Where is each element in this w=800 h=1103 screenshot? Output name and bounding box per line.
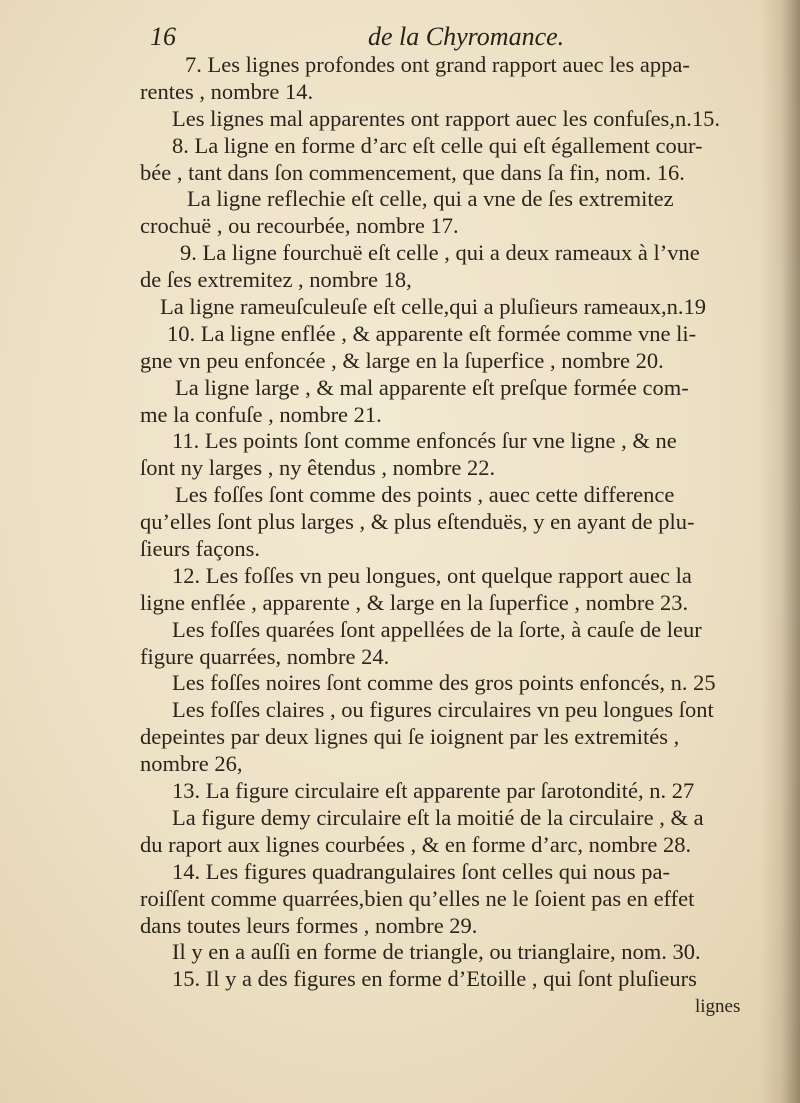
text-line: dans toutes leurs formes , nombre 29. xyxy=(140,912,478,938)
text-line: gne vn peu enfoncée , & large en la ſuperfice , nombre 20. xyxy=(140,347,664,373)
running-title: de la Chyromance. xyxy=(368,22,565,51)
text-line: Les foſſes quarées ſont appellées de la ſorte, à cauſe de leur xyxy=(172,616,702,642)
text-line: La ligne reflechie eſt celle, qui a vne de ſes extremitez xyxy=(187,186,674,212)
text-line: ligne enflée , apparente , & large en la ſuperfice , nombre 23. xyxy=(140,589,689,615)
text-line: Les foſſes claires , ou figures circulaires vn peu longues ſont xyxy=(172,697,714,723)
text-line: Les lignes mal apparentes ont rapport auec les confuſes,n.15. xyxy=(172,105,720,131)
page-edge-shadow xyxy=(760,0,800,1103)
text-line: figure quarrées, nombre 24. xyxy=(140,643,390,669)
text-line: La figure demy circulaire eſt la moitié de la circulaire , & a xyxy=(172,804,704,830)
text-line: qu’elles ſont plus larges , & plus eſtenduës, y en ayant de plu- xyxy=(140,509,695,535)
text-line: 13. La figure circulaire eſt apparente par ſarotondité, n. 27 xyxy=(172,778,695,804)
text-line: ſont ny larges , ny êtendus , nombre 22. xyxy=(140,455,496,481)
text-line: me la confuſe , nombre 21. xyxy=(140,401,382,427)
text-line: Les foſſes noires ſont comme des gros points enfoncés, n. 25 xyxy=(172,670,716,696)
text-line: 7. Les lignes profondes ont grand rapport auec les appa- xyxy=(185,52,690,77)
text-line: 9. La ligne fourchuë eſt celle , qui a deux rameaux à l’vne xyxy=(180,240,700,266)
text-line: depeintes par deux lignes qui ſe ioignent par les extremités , xyxy=(140,724,680,750)
catchword: lignes xyxy=(695,996,741,1017)
text-line: 11. Les points ſont comme enfoncés ſur vne ligne , & ne xyxy=(172,428,677,454)
text-line: La ligne large , & mal apparente eſt preſque formée com- xyxy=(175,374,689,400)
text-line: 12. Les foſſes vn peu longues, ont quelque rapport auec la xyxy=(172,562,692,588)
text-line: Les foſſes ſont comme des points , auec cette difference xyxy=(175,482,675,508)
text-line: du raport aux lignes courbées , & en forme d’arc, nombre 28. xyxy=(140,831,692,857)
text-line: Il y en a auſſi en forme de triangle, ou trianglaire, nom. 30. xyxy=(172,939,701,965)
text-line: nombre 26, xyxy=(140,751,243,777)
text-line: bée , tant dans ſon commencement, que dans ſa fin, nom. 16. xyxy=(140,159,685,185)
text-line: roiſſent comme quarrées,bien qu’elles ne le ſoient pas en effet xyxy=(140,885,695,911)
text-line: 10. La ligne enflée , & apparente eſt formée comme vne li- xyxy=(167,320,697,346)
text-line: 14. Les figures quadrangulaires ſont celles qui nous pa- xyxy=(172,858,670,884)
body-text xyxy=(140,52,765,993)
text-line: La ligne rameuſculeuſe eſt celle,qui a pluſieurs rameaux,n.19 xyxy=(160,294,707,320)
text-line: rentes , nombre 14. xyxy=(140,78,314,104)
page-number: 16 xyxy=(150,22,176,51)
text-line: crochuë , ou recourbée, nombre 17. xyxy=(140,213,459,239)
text-line: 8. La ligne en forme d’arc eſt celle qui eſt égallement cour- xyxy=(172,132,703,158)
text-line: ſieurs façons. xyxy=(140,536,260,562)
text-line: 15. Il y a des figures en forme d’Etoille , qui ſont pluſieurs xyxy=(172,966,697,992)
text-line: de ſes extremitez , nombre 18, xyxy=(140,267,412,293)
